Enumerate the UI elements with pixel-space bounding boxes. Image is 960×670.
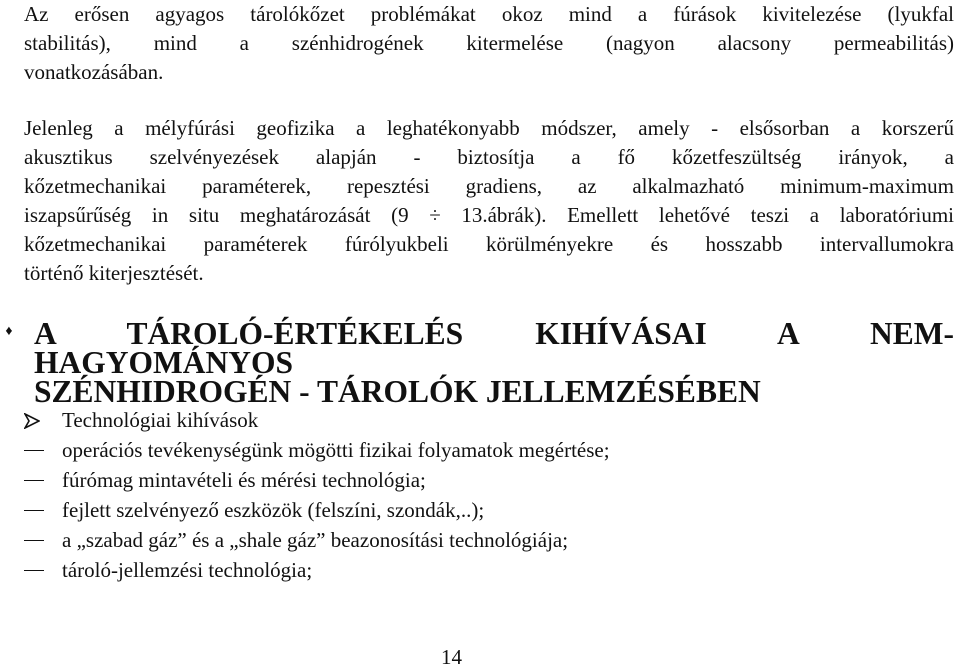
heading-line: A TÁROLÓ-ÉRTÉKELÉS KIHÍVÁSAI A NEM-HAGYOMÁNYOS <box>34 316 954 380</box>
paragraph-line: Az erősen agyagos tárolókőzet problémákat okoz mind a fúrások kivitelezése (lyukfal <box>24 2 954 26</box>
list-item <box>24 495 954 525</box>
list-item <box>24 555 954 585</box>
list-item-text: a „szabad gáz” és a „shale gáz” beazonosítási technológiája; <box>62 528 569 552</box>
paragraph-line: történő kiterjesztését. <box>24 261 204 285</box>
paragraph-line: kőzetmechanikai paraméterek, repesztési gradiens, az alkalmazható minimum-maximum <box>24 174 954 198</box>
paragraph-line: vonatkozásában. <box>24 60 164 84</box>
dash-bullet-icon <box>24 540 44 541</box>
challenges-list <box>24 405 954 585</box>
paragraph-line: Jelenleg a mélyfúrási geofizika a leghatékonyabb módszer, amely - elsősorban a korszerű <box>24 116 954 140</box>
dash-bullet-icon <box>24 480 44 481</box>
paragraph-line: kőzetmechanikai paraméterek fúrólyukbeli körülményekre és hosszabb intervallumokra <box>24 232 954 256</box>
page-number: 14 <box>441 645 462 669</box>
dash-bullet-icon <box>24 450 44 451</box>
list-item-text: fúrómag mintavételi és mérési technológia; <box>62 468 426 492</box>
heading-line: SZÉNHIDROGÉN - TÁROLÓK JELLEMZÉSÉBEN <box>34 374 761 409</box>
list-title-text: Technológiai kihívások <box>62 408 259 432</box>
paragraph-clay-reservoir <box>24 0 954 87</box>
list-item <box>24 435 954 465</box>
diamond-bullet-icon: ♦ <box>5 324 13 339</box>
list-title <box>24 405 954 435</box>
list-item <box>24 465 954 495</box>
paragraph-line: stabilitás), mind a szénhidrogének kitermelése (nagyon alacsony permeabilitás) <box>24 31 954 55</box>
paragraph-line: iszapsűrűség in situ meghatározását (9 ÷ 13.ábrák). Emellett lehetővé teszi a laboratóriumi <box>24 203 954 227</box>
list-item-text: tároló-jellemzési technológia; <box>62 558 313 582</box>
dash-bullet-icon <box>24 570 44 571</box>
arrowhead-bullet-icon <box>24 413 40 429</box>
paragraph-well-geophysics <box>24 114 954 288</box>
paragraph-line: akusztikus szelvényezések alapján - biztosítja a fő kőzetfeszültség irányok, a <box>24 145 954 169</box>
list-item-text: fejlett szelvényező eszközök (felszíni, szondák,..); <box>62 498 485 522</box>
list-item-text: operációs tevékenységünk mögötti fizikai folyamatok megértése; <box>62 438 610 462</box>
heading-text <box>24 316 954 409</box>
section-heading <box>5 316 954 409</box>
list-item <box>24 525 954 555</box>
dash-bullet-icon <box>24 510 44 511</box>
